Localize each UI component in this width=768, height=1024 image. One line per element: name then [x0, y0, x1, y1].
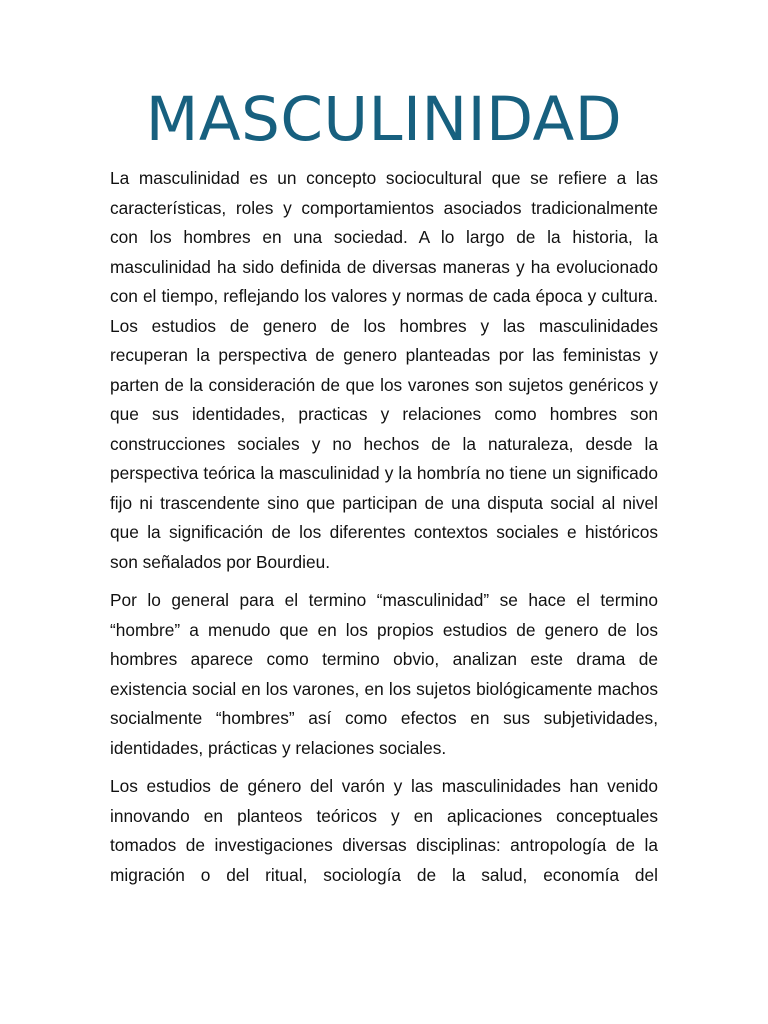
document-body — [110, 164, 658, 899]
page-title: MASCULINIDAD — [145, 84, 623, 155]
paragraph-3: Los estudios de género del varón y las masculinidades han venido innovando en planteos teóricos y en aplicaciones conceptuales tomados de investigaciones diversas disciplinas: antropología de la migración o del ritual, sociología de la salud, economía del — [110, 776, 658, 885]
paragraph-2: Por lo general para el termino “masculinidad” se hace el termino “hombre” a menudo que en los propios estudios de genero de los hombres aparece como termino obvio, analizan este drama de existencia social en los varones, en los sujetos biológicamente machos socialmente “hombres” así como efectos en sus subjetividades, identidades, prácticas y relaciones sociales. — [110, 590, 658, 758]
paragraph-1: La masculinidad es un concepto sociocultural que se refiere a las características, roles y comportamientos asociados tradicionalmente con los hombres en una sociedad. A lo largo de la historia, la masculinidad ha sido definida de diversas maneras y ha evolucionado con el tiempo, reflejando los valores y normas de cada época y cultura. Los estudios de genero de los hombres y las masculinidades recuperan la perspectiva de genero planteadas por las feministas y parten de la consideración de que los varones son sujetos genéricos y que sus identidades, practicas y relaciones como hombres son construcciones sociales y no hechos de la naturaleza, desde la perspectiva teórica la masculinidad y la hombría no tiene un significado fijo ni trascendente sino que participan de una disputa social al nivel que la significación de los diferentes contextos sociales e históricos son señalados por Bourdieu. — [110, 168, 658, 572]
